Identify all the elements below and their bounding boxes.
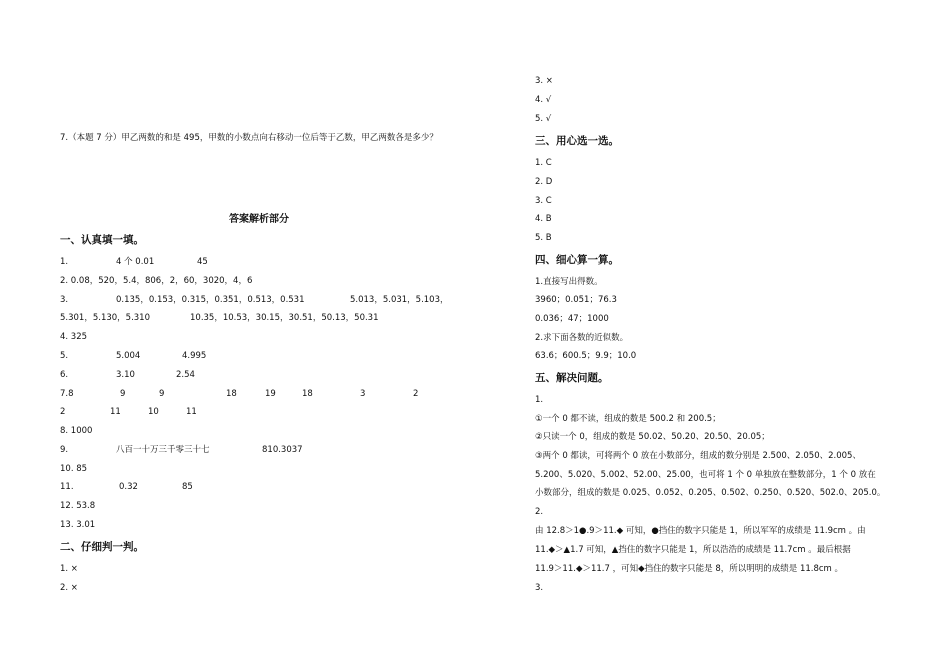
section-3-heading: 三、用心选一选。 (535, 135, 619, 147)
s5-row1: 1. (535, 395, 544, 405)
s1-row5-ans2: 4.995 (182, 351, 207, 361)
s5-row7: 2. (535, 507, 544, 517)
s1-row3-ans3: 5.301，5.130，5.310 (60, 313, 151, 323)
s1-row1-num: 1. (60, 257, 69, 267)
s1-row9-num: 9. (60, 445, 69, 455)
answer-section-title: 答案解析部分 (229, 214, 289, 225)
s1-row6-ans2: 2.54 (176, 370, 195, 380)
s3-row4: 4. B (535, 214, 552, 224)
s1-row7-ans1: 9 (120, 389, 126, 399)
s1-row12: 12. 53.8 (60, 501, 96, 511)
s3-row1: 1. C (535, 158, 552, 168)
s1-row7-ans4: 19 (265, 389, 276, 399)
s1-row5-ans1: 5.004 (116, 351, 141, 361)
s5-row2: ①一个 0 都不读，组成的数是 500.2 和 200.5； (535, 414, 721, 424)
s1-row3-ans4: 10.35，10.53，30.15，30.51，50.13，50.31 (190, 313, 379, 323)
s1-row2: 2. 0.08，520，5.4，806，2，60，3020，4，6 (60, 276, 253, 286)
s1-row7-ans9: 11 (110, 407, 121, 417)
s4-row2: 3960；0.051；76.3 (535, 295, 617, 305)
s1-row7-num: 7.8 (60, 389, 74, 399)
s1-row11-ans2: 85 (182, 482, 193, 492)
s3-row2: 2. D (535, 177, 553, 187)
s2-row1: 1. × (60, 564, 78, 574)
section-1-heading: 一、认真填一填。 (60, 234, 144, 246)
section-4-heading: 四、细心算一算。 (535, 254, 619, 266)
s1-row3-ans2: 5.013，5.031，5.103， (350, 295, 449, 305)
s1-row3-num: 3. (60, 295, 69, 305)
s2-row4: 4. √ (535, 95, 552, 105)
s1-row6-ans1: 3.10 (116, 370, 135, 380)
s5-row11: 3. (535, 583, 544, 593)
s4-row5: 63.6；600.5；9.9；10.0 (535, 351, 637, 361)
s5-row3: ②只读一个 0，组成的数是 50.02、50.20、20.50、20.05； (535, 432, 770, 442)
s5-row4: ③两个 0 都读，可将两个 0 放在小数部分，组成的数分别是 2.500、2.050、2.005、 (535, 451, 861, 461)
s2-row2: 2. × (60, 583, 78, 593)
s2-row3: 3. × (535, 76, 553, 86)
s1-row7-ans10: 10 (148, 407, 159, 417)
question-7: 7.（本题 7 分）甲乙两数的和是 495，甲数的小数点向右移动一位后等于乙数，甲乙两数各是多少？ (60, 133, 438, 143)
s5-row8: 由 12.8＞1●.9＞11.◆ 可知，●挡住的数字只能是 1，所以军军的成绩是 11.9cm 。由 (535, 526, 866, 536)
s2-row5: 5. √ (535, 114, 552, 124)
section-5-heading: 五、解决问题。 (535, 372, 609, 384)
s1-row9-ans1: 八百一十万三千零三十七 (116, 445, 210, 455)
s1-row11-ans1: 0.32 (119, 482, 138, 492)
s1-row11-num: 11. (60, 482, 74, 492)
s4-row4: 2.求下面各数的近似数。 (535, 333, 629, 343)
s1-row7-ans8: 2 (60, 407, 66, 417)
s1-row3-ans1: 0.135，0.153，0.315，0.351，0.513，0.531 (116, 295, 305, 305)
s1-row13: 13. 3.01 (60, 520, 96, 530)
s3-row5: 5. B (535, 233, 552, 243)
right-column (475, 0, 950, 672)
s1-row1-ans2: 45 (197, 257, 208, 267)
s5-row5: 5.200、5.020、5.002、52.00、25.00，也可将 1 个 0 单独放在整数部分，1 个 0 放在 (535, 470, 876, 480)
s1-row1-ans1: 4 个 0.01 (116, 257, 155, 267)
s1-row7-ans7: 2 (413, 389, 419, 399)
s1-row9-ans2: 810.3037 (262, 445, 303, 455)
s5-row9: 11.◆＞▲1.7 可知，▲挡住的数字只能是 1，所以浩浩的成绩是 11.7cm 。最后根据 (535, 545, 851, 555)
s1-row4: 4. 325 (60, 332, 88, 342)
s5-row6: 小数部分，组成的数是 0.025、0.052、0.205、0.502、0.250、0.520、502.0、205.0。 (535, 488, 886, 498)
s1-row7-ans3: 18 (226, 389, 237, 399)
s1-row6-num: 6. (60, 370, 69, 380)
section-2-heading: 二、仔细判一判。 (60, 541, 144, 553)
s1-row5-num: 5. (60, 351, 69, 361)
s1-row7-ans2: 9 (159, 389, 165, 399)
s1-row7-ans6: 3 (360, 389, 366, 399)
s1-row10: 10. 85 (60, 464, 88, 474)
s3-row3: 3. C (535, 196, 552, 206)
s1-row7-ans11: 11 (186, 407, 197, 417)
s4-row3: 0.036；47；1000 (535, 314, 609, 324)
s5-row10: 11.9＞11.◆＞11.7 ，可知◆挡住的数字只能是 8，所以明明的成绩是 11.8cm 。 (535, 564, 844, 574)
s1-row7-ans5: 18 (302, 389, 313, 399)
s1-row8: 8. 1000 (60, 426, 93, 436)
s4-row1: 1.直接写出得数。 (535, 277, 603, 287)
